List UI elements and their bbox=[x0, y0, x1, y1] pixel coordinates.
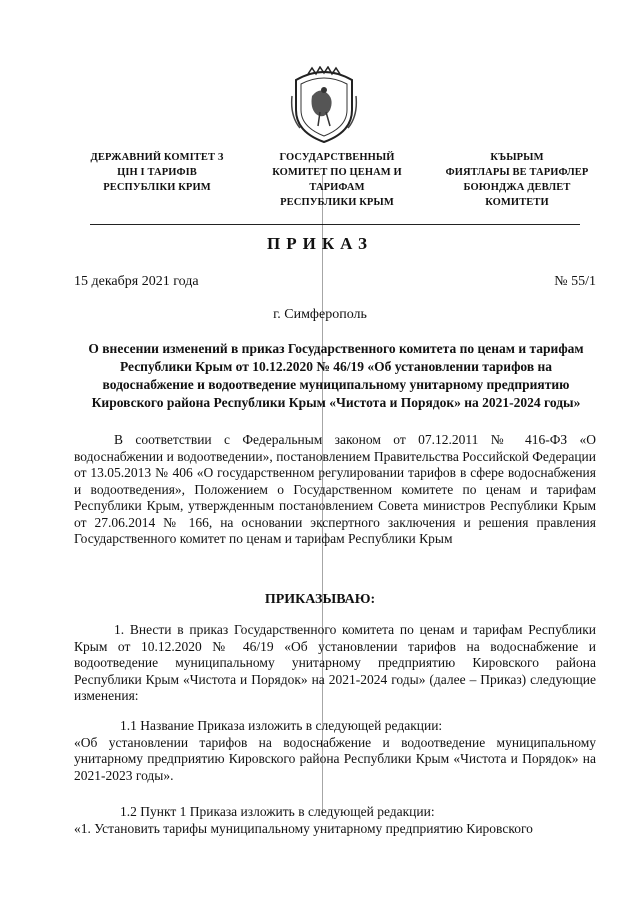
document-city: г. Симферополь bbox=[273, 307, 367, 322]
date-number-line bbox=[74, 274, 596, 290]
document-number: № 55/1 bbox=[554, 274, 596, 289]
item-1-paragraph: 1. Внести в приказ Государственного комитета по ценам и тарифам Республики Крым от 10.12.2020 № 46/19 «Об установлении тарифов на водоснабжение и водоотведение муниципальному унитарному предприятию Кировского района Республики Крым «Чистота и Порядок» на 2021-2024 годы» (далее – Приказ) следующие изменения: bbox=[74, 622, 596, 703]
orders-heading: ПРИКАЗЫВАЮ: bbox=[264, 592, 376, 607]
header-ukrainian bbox=[72, 150, 242, 210]
header-line: ГОСУДАРСТВЕННЫЙ bbox=[279, 152, 395, 163]
document-subject: О внесении изменений в приказ Государственного комитета по ценам и тарифам Республики Крым от 10.12.2020 № 46/19 «Об установлении тарифов на водоснабжение и водоотведение муниципальному унитарному предприятию Кировского района Республики Крым «Чистота и Порядок» на 2021-2024 годы» bbox=[88, 341, 584, 410]
header-line: ДЕРЖАВНИЙ КОМІТЕТ З bbox=[90, 152, 224, 163]
header-russian bbox=[252, 150, 422, 210]
item-1-2-block bbox=[74, 804, 596, 837]
header-line: КОМИТЕТИ bbox=[485, 197, 549, 208]
item-1-2-heading: 1.2 Пункт 1 Приказа изложить в следующей редакции: bbox=[120, 804, 435, 819]
header-line: РЕСПУБЛИКИ КРЫМ bbox=[280, 197, 394, 208]
preamble-paragraph: В соответствии с Федеральным законом от 07.12.2011 № 416-ФЗ «О водоснабжении и водоотведении», постановлением Правительства Российской Федерации от 13.05.2013 № 406 «О государственном регулировании тарифов в сфере водоснабжения и водоотведения», Положением о Государственном комитете по ценам и тарифам Республики Крым, утвержденным постановлением Совета министров Республики Крым от 27.06.2014 № 166, на основании экспертного заключения и решения правления Государственного комитет по ценам и тарифам Республики Крым bbox=[74, 432, 596, 546]
header-line: БОЮНДЖА ДЕВЛЕТ bbox=[463, 182, 571, 193]
item-1-1-block bbox=[74, 718, 596, 784]
item-1-2-text: «1. Установить тарифы муниципальному унитарному предприятию Кировского bbox=[74, 820, 533, 836]
header-line: ЦІН І ТАРИФІВ bbox=[117, 167, 197, 178]
document-title: ПРИКАЗ bbox=[267, 234, 373, 253]
document-date: 15 декабря 2021 года bbox=[74, 274, 199, 289]
header-line: РЕСПУБЛІКИ КРИМ bbox=[103, 182, 211, 193]
item-1-block bbox=[74, 622, 596, 705]
item-1-1-text: «Об установлении тарифов на водоснабжение и водоотведение муниципальному унитарному предприятию Кировского района Республики Крым «Чистота и Порядок» на 2021-2023 годы». bbox=[74, 734, 596, 783]
header-line: КЪЫРЫМ bbox=[490, 152, 544, 163]
ministry-header bbox=[72, 150, 602, 210]
preamble-block bbox=[74, 432, 596, 548]
coat-of-arms-emblem bbox=[290, 66, 358, 144]
header-line: ТАРИФАМ bbox=[309, 182, 365, 193]
item-1-1-heading: 1.1 Название Приказа изложить в следующей редакции: bbox=[120, 718, 443, 733]
header-divider bbox=[90, 224, 580, 225]
scan-fold-line bbox=[322, 175, 323, 815]
header-line: КОМИТЕТ ПО ЦЕНАМ И bbox=[272, 167, 402, 178]
header-line: ФИЯТЛАРЫ ВЕ ТАРИФЛЕР bbox=[445, 167, 589, 178]
header-crimean-tatar bbox=[432, 150, 602, 210]
